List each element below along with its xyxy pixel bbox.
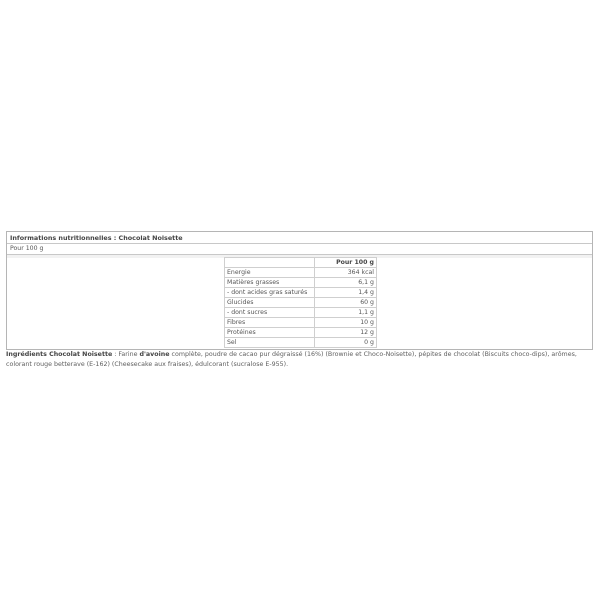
- nutrient-label: Fibres: [225, 318, 315, 328]
- nutrient-label: Protéines: [225, 328, 315, 338]
- ingredients-text-start: : Farine: [112, 351, 140, 358]
- ingredients-bold-oat: d'avoine: [139, 351, 170, 358]
- nutrient-value: 364 kcal: [315, 268, 377, 278]
- nutrient-value: 12 g: [315, 328, 377, 338]
- nutrient-value: 1,1 g: [315, 308, 377, 318]
- nutrition-panel: [6, 231, 593, 350]
- table-row: [225, 308, 377, 318]
- table-row: [225, 318, 377, 328]
- table-row: [225, 338, 377, 348]
- nutrient-value: 1,4 g: [315, 288, 377, 298]
- nutrient-label: Energie: [225, 268, 315, 278]
- nutrient-label: Matières grasses: [225, 278, 315, 288]
- ingredients-paragraph: [6, 350, 594, 370]
- nutrient-value: 0 g: [315, 338, 377, 348]
- nutrient-value: 6,1 g: [315, 278, 377, 288]
- table-row: [225, 288, 377, 298]
- header-empty-cell: [225, 258, 315, 268]
- nutrient-value: 10 g: [315, 318, 377, 328]
- ingredients-text-rest: complète, poudre de cacao pur dégraissé (16%) (Brownie et Choco-Noisette), pépites de chocolat (Biscuits choco-dips), arômes, colorant rouge betterave (E-162) (Cheesecake aux fraises), édulcorant (sucralose E-955).: [6, 351, 577, 368]
- nutrition-title: Informations nutritionnelles : Chocolat Noisette: [10, 234, 183, 242]
- table-row: [225, 278, 377, 288]
- table-header-row: [225, 258, 377, 268]
- table-row: [225, 268, 377, 278]
- nutrient-label: Glucides: [225, 298, 315, 308]
- nutrient-value: 60 g: [315, 298, 377, 308]
- table-row: [225, 298, 377, 308]
- per-100g-label: Pour 100 g: [10, 245, 44, 252]
- table-row: [225, 328, 377, 338]
- nutrition-table: [224, 257, 377, 348]
- title-divider: [7, 243, 592, 244]
- nutrient-label: - dont acides gras saturés: [225, 288, 315, 298]
- nutrient-label: - dont sucres: [225, 308, 315, 318]
- header-per-100g: Pour 100 g: [315, 258, 377, 268]
- nutrient-label: Sel: [225, 338, 315, 348]
- ingredients-heading: Ingrédients Chocolat Noisette: [6, 351, 113, 358]
